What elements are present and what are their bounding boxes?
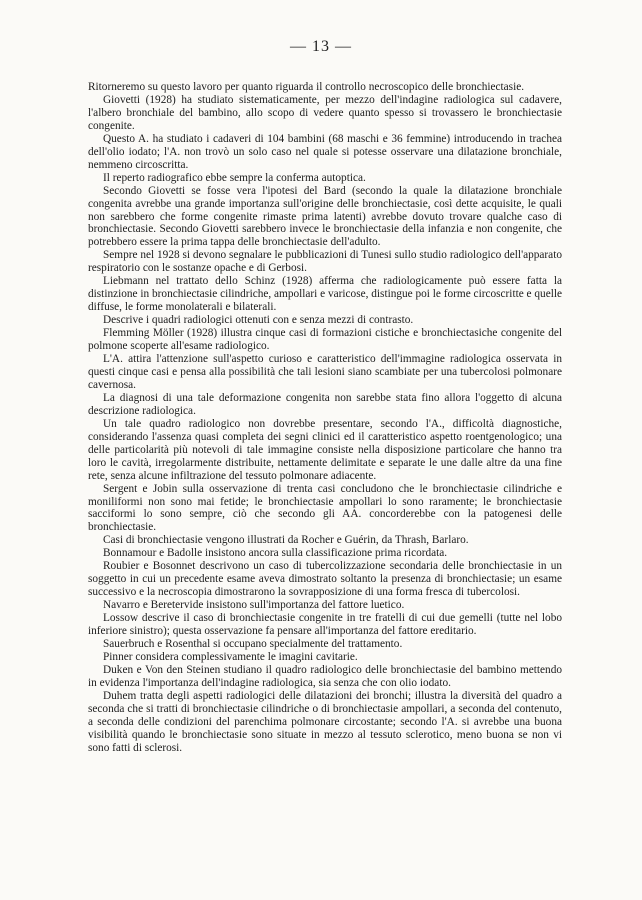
paragraph-18: Lossow descrive il caso di bronchiectasie congenite in tre fratelli di cui due gemelli (tutte nel lobo inferiore sinistro); questa osservazione fa pensare all'importanza del fattore ereditario. bbox=[88, 612, 562, 638]
paragraph-20: Pinner considera complessivamente le imagini cavitarie. bbox=[103, 650, 358, 663]
paragraph-5: Secondo Giovetti se fosse vera l'ipotesi del Bard (secondo la quale la dilatazione bronchiale congenita avrebbe una grande importanza sull'origine delle bronchiectasie, così dette acquisite, le quali non sarebbero che forme congenite rimaste prima latenti) avrebbe dovuto trovare qualche caso di bronchiectasie. Secondo Giovetti sarebbero invece le bronchiectasie della infanzia e non congenite, che potrebbero essere la prima tappa delle bronchiectasie dell'adulto. bbox=[88, 184, 562, 249]
paragraph-10: L'A. attira l'attenzione sull'aspetto curioso e caratteristico dell'immagine radiologica osservata in questi cinque casi e pensa alla possibilità che tali lesioni siano scambiate per una tubercolosi polmonare cavernosa. bbox=[88, 353, 562, 391]
paragraph-3: Questo A. ha studiato i cadaveri di 104 bambini (68 maschi e 36 femmine) introducendo in trachea dell'olio iodato; l'A. non trovò un solo caso nel quale si potesse osservare una dilatazione bronchiale, nemmeno circoscritta. bbox=[88, 132, 562, 171]
paragraph-9: Flemming Möller (1928) illustra cinque casi di formazioni cistiche e bronchiectasiche congenite del polmone scoperte all'esame radiologico. bbox=[88, 327, 562, 353]
paragraph-16: Roubier e Bosonnet descrivono un caso di tubercolizzazione secondaria delle bronchiectasie in un soggetto in cui un precedente esame aveva dimostrato soltanto la presenza di bronchiectasie; un esame successivo e la necroscopia dimostrarono la sovrapposizione di una forma fresca di tubercolosi. bbox=[88, 560, 562, 599]
paragraph-8: Descrive i quadri radiologici ottenuti con e senza mezzi di contrasto. bbox=[103, 314, 414, 327]
paragraph-7: Liebmann nel trattato dello Schinz (1928) afferma che radiologicamente può essere fatta la distinzione in bronchiectasie cilindriche, ampollari e varicose, distingue poi le forme circoscritte e quelle diffuse, le forme monolaterali e bilaterali. bbox=[88, 275, 562, 314]
paragraph-1: Ritorneremo su questo lavoro per quanto riguarda il controllo necroscopico delle bronchiectasie. bbox=[88, 81, 525, 93]
paragraph-4: Il reperto radiografico ebbe sempre la conferma autoptica. bbox=[103, 171, 366, 184]
paragraph-15: Bonnamour e Badolle insistono ancora sulla classificazione prima ricordata. bbox=[103, 547, 448, 560]
body-text bbox=[88, 81, 562, 755]
paragraph-6: Sempre nel 1928 si devono segnalare le pubblicazioni di Tunesi sullo studio radiologico dell'apparato respiratorio con le sostanze opache e di Gerbosi. bbox=[88, 249, 562, 275]
paragraph-11: La diagnosi di una tale deformazione congenita non sarebbe stata fino allora l'oggetto di alcuna descrizione radiologica. bbox=[88, 391, 562, 417]
paragraph-22: Duhem tratta degli aspetti radiologici delle dilatazioni dei bronchi; illustra la diversità del quadro a seconda che si tratti di bronchiectasie cilindriche o di bronchiectasie ampollari, a seconda del contenuto, a seconda delle condizioni del parenchima polmonare circostante; secondo l'A. si avrebbe una buona visibilità quando le bronchiectasie sono situate in mezzo al tessuto sclerotico, meno buona se non vi sono fatti di sclerosi. bbox=[88, 689, 562, 754]
page-number: — 13 — bbox=[290, 38, 352, 55]
paragraph-14: Casi di bronchiectasie vengono illustrati da Rocher e Guérin, da Thrash, Barlaro. bbox=[103, 534, 469, 547]
paragraph-17: Navarro e Beretervide insistono sull'importanza del fattore luetico. bbox=[103, 599, 405, 612]
paragraph-19: Sauerbruch e Rosenthal si occupano specialmente del trattamento. bbox=[103, 637, 403, 650]
paragraph-2: Giovetti (1928) ha studiato sistematicamente, per mezzo dell'indagine radiologica sul cadavere, l'albero bronchiale del bambino, allo scopo di vedere quanto spesso si trovassero le bronchiectasie congenite. bbox=[88, 93, 562, 132]
paragraph-21: Duken e Von den Steinen studiano il quadro radiologico delle bronchiectasie del bambino mettendo in evidenza l'importanza dell'indagine radiologica, sia senza che con olio iodato. bbox=[88, 663, 562, 689]
paragraph-13: Sergent e Jobin sulla osservazione di trenta casi concludono che le bronchiectasie cilindriche e moniliformi non sono mai fetide; le bronchiectasie ampollari lo sono raramente; le bronchiectasie sacciformi lo sono sempre, ciò che secondo gli AA. concorderebbe con la patogenesi delle bronchiectasie. bbox=[88, 482, 562, 534]
paragraph-12: Un tale quadro radiologico non dovrebbe presentare, secondo l'A., difficoltà diagnostiche, considerando l'assenza quasi completa dei segni clinici ed il caratteristico aspetto roentgenologico; una delle particolarità più notevoli di tale immagine consiste nella disposizione particolare che hanno tra loro le cavità, irregolarmente distribuite, nettamente delimitate e separate le une dalle altre da una fine rete, senza alcune infiltrazione del tessuto polmonare adiacente. bbox=[88, 417, 562, 482]
